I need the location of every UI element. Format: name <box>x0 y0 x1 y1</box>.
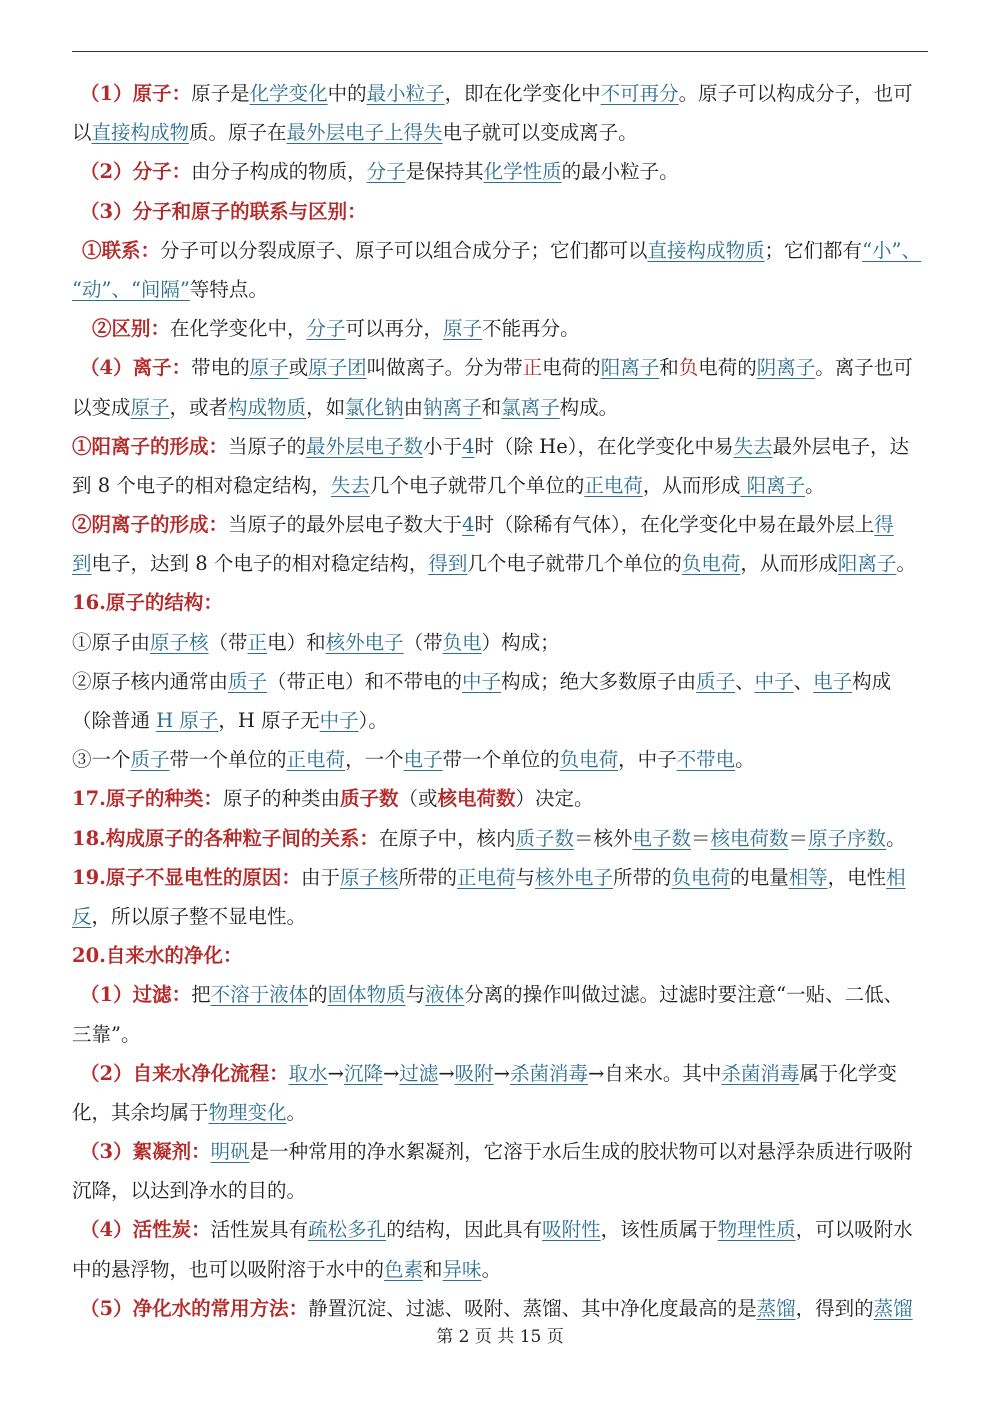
text-segment: → <box>493 1061 511 1085</box>
keyword-underlined: 物理变化 <box>208 1100 287 1124</box>
heading-label: ①联系： <box>82 238 161 262</box>
text-segment: 沉降，以达到净水的目的。 <box>72 1179 307 1203</box>
text-segment: 的结构，因此具有 <box>386 1218 543 1242</box>
keyword-underlined: 质子 <box>696 669 736 693</box>
text-segment: ＝ <box>691 826 711 850</box>
keyword-underlined: 核外电子 <box>325 630 404 654</box>
text-segment: ③一个 <box>72 748 131 772</box>
text-line <box>72 936 930 975</box>
keyword-underlined: 化学性质 <box>483 160 562 184</box>
text-segment: 由分子构成的物质， <box>191 160 367 184</box>
text-segment: 电子就可以变成离子。 <box>442 121 638 145</box>
text-line <box>72 662 930 701</box>
text-segment: 由 <box>403 395 424 419</box>
text-segment: ）。 <box>358 709 388 732</box>
keyword-underlined: 原子核 <box>150 630 209 654</box>
text-line <box>72 1054 930 1093</box>
text-segment: 的电量 <box>730 865 789 889</box>
text-segment: 可以再分， <box>345 317 444 341</box>
keyword-underlined: 分子 <box>366 160 406 184</box>
keyword-underlined: 阳离子 <box>837 552 897 576</box>
keyword-underlined: 原子序数 <box>808 826 887 850</box>
keyword-underlined: 阴离子 <box>756 356 816 380</box>
keyword-underlined: 不可再分 <box>600 82 679 105</box>
keyword-underlined: 原子核 <box>339 865 399 889</box>
text-line <box>72 192 930 231</box>
keyword-underlined: 钠离子 <box>423 395 482 419</box>
text-segment: 带一个单位的 <box>442 748 560 772</box>
text-segment: 由于 <box>300 865 340 889</box>
heading-label: （2）自来水净化流程： <box>80 1061 289 1085</box>
keyword-underlined: 中子 <box>319 709 359 732</box>
text-segment: 、 <box>735 669 755 693</box>
text-line <box>72 152 930 191</box>
heading-label: 19.原子不显电性的原因： <box>72 865 301 889</box>
text-segment: 、 <box>793 669 814 693</box>
keyword-underlined: 色素 <box>384 1257 424 1281</box>
text-segment: 三靠”。 <box>72 1022 141 1046</box>
text-segment: 电荷的 <box>698 356 757 380</box>
text-segment: 在原子中，核内 <box>378 826 516 850</box>
text-line <box>72 1015 930 1054</box>
keyword-underlined: 核电荷数 <box>710 826 789 850</box>
text-segment: → <box>327 1061 344 1085</box>
text-segment: 几个电子就带几个单位的 <box>467 552 682 576</box>
text-segment: 分离的操作叫做过滤。过滤时要注意“一贴、二低、 <box>464 983 904 1007</box>
keyword-underlined: 杀菌消毒 <box>510 1061 589 1085</box>
keyword-underlined: 质子 <box>130 748 170 772</box>
heading-label: 18.构成原子的各种粒子间的关系： <box>72 826 379 850</box>
keyword-underlined: 核外电子 <box>535 865 614 889</box>
heading-label: （2）分子： <box>80 160 192 184</box>
keyword-underlined: 相等 <box>788 865 828 889</box>
text-segment: ，如 <box>306 395 346 419</box>
keyword-underlined: 最外层电子上得失 <box>286 121 443 145</box>
text-line <box>72 623 930 662</box>
page-footer: 第 2 页 共 15 页 <box>436 1327 564 1347</box>
keyword-underlined: 原子 <box>249 356 289 380</box>
text-segment: 是一种常用的净水絮凝剂，它溶于水后生成的胶状物可以对悬浮杂质进行吸附 <box>249 1140 913 1164</box>
text-line <box>72 231 930 270</box>
text-segment: 构成 <box>852 669 892 693</box>
text-segment: 叫做离子。分为带 <box>366 356 523 380</box>
keyword-underlined: “动”、“间隔” <box>72 277 190 301</box>
keyword-underlined: 正 <box>247 630 268 654</box>
text-segment: 中的悬浮物，也可以吸附溶于水中的 <box>72 1257 385 1281</box>
text-segment: 。 <box>896 552 916 576</box>
text-segment: 是保持其 <box>405 160 484 184</box>
text-line <box>72 858 930 897</box>
text-segment: ；它们都有 <box>764 238 863 262</box>
keyword-underlined: 得到 <box>428 552 468 576</box>
text-segment: 。原子可以构成分子，也可 <box>678 82 913 105</box>
keyword-underlined: 4 <box>462 434 475 458</box>
text-line <box>72 74 930 113</box>
text-segment: 与 <box>405 983 426 1007</box>
text-segment: 。 <box>886 826 906 850</box>
keyword-underlined: 氯离子 <box>501 395 560 419</box>
text-segment: ，H 原子无 <box>218 709 320 732</box>
text-segment: 的最小粒子。 <box>561 160 679 184</box>
keyword-underlined: 分子 <box>306 317 346 341</box>
text-segment: （带正电）和不带电的 <box>267 669 463 693</box>
heading-label: 质子数 <box>339 787 399 811</box>
text-segment: （带 <box>208 630 248 654</box>
text-line <box>72 466 930 505</box>
keyword-underlined: 液体 <box>425 983 465 1007</box>
text-segment: ，即在化学变化中 <box>444 82 601 105</box>
keyword-underlined: 不带电 <box>676 748 736 772</box>
keyword-underlined: 构成物质 <box>228 395 307 419</box>
text-segment: 电）和 <box>267 630 326 654</box>
keyword-underlined: 杀菌消毒 <box>721 1061 800 1085</box>
keyword-underlined: 蒸馏 <box>873 1296 913 1320</box>
keyword-underlined: 相 <box>886 865 906 889</box>
heading-label: 核电荷数 <box>437 787 516 811</box>
text-segment: 质。原子在 <box>189 121 287 145</box>
keyword-underlined: 化学变化 <box>249 82 328 105</box>
text-line <box>72 1132 930 1171</box>
text-segment: 时（除 He），在化学变化中易 <box>474 434 734 458</box>
text-line <box>72 1093 930 1132</box>
keyword-underlined: 原子 <box>443 317 483 341</box>
text-segment: ）决定。 <box>515 787 594 811</box>
text-segment: 与 <box>515 865 536 889</box>
text-segment: 构成。 <box>559 395 619 419</box>
text-segment: 和 <box>659 356 679 380</box>
heading-label: ②阴离子的形成： <box>72 513 229 537</box>
text-segment: ②原子核内通常由 <box>72 669 229 693</box>
keyword-underlined: 电子数 <box>632 826 691 850</box>
text-segment: （除普通 <box>72 709 157 732</box>
keyword-underlined: 负电荷 <box>559 748 619 772</box>
text-segment: 以 <box>72 121 92 145</box>
text-line <box>72 779 930 818</box>
text-line <box>72 897 930 936</box>
keyword-underlined: 正电荷 <box>286 748 346 772</box>
text-segment: 和 <box>423 1257 443 1281</box>
keyword-underlined: 最小粒子 <box>366 82 445 105</box>
text-segment: → <box>382 1061 400 1085</box>
header-rule <box>72 51 928 52</box>
text-line <box>72 270 930 309</box>
keyword-underlined: 质子数 <box>515 826 574 850</box>
text-line <box>72 505 930 544</box>
text-segment: 带电的 <box>191 356 250 380</box>
keyword-underlined: 过滤 <box>399 1061 439 1085</box>
keyword-underlined: 固体物质 <box>327 983 406 1007</box>
text-segment: 化，其余均属于 <box>72 1100 209 1124</box>
heading-label: （3）絮凝剂： <box>80 1140 211 1164</box>
keyword-underlined: 负电 <box>442 630 482 654</box>
keyword-underlined: 直接构成物质 <box>647 238 765 262</box>
text-segment: 。 <box>735 748 755 772</box>
text-segment: ，或者 <box>169 395 229 419</box>
text-line <box>72 388 930 427</box>
text-segment: ，一个 <box>345 748 404 772</box>
text-segment: 电荷的 <box>542 356 601 380</box>
text-segment: 。离子也可 <box>815 356 913 380</box>
keyword-underlined: 负电荷 <box>681 552 741 576</box>
text-segment: 小于 <box>423 434 463 458</box>
heading-label: ①阳离子的形成： <box>72 434 229 458</box>
text-segment: 时（除稀有气体），在化学变化中易在最外层上 <box>474 513 875 537</box>
keyword-underlined: 疏松多孔 <box>308 1218 387 1242</box>
text-segment: ，可以吸附水 <box>795 1218 913 1242</box>
text-segment: （带 <box>403 630 443 654</box>
text-segment: 在化学变化中， <box>170 317 307 341</box>
keyword-underlined: 吸附性 <box>542 1218 601 1242</box>
text-segment: 。 <box>481 1257 502 1281</box>
text-segment: 电子，达到 8 个电子的相对稳定结构， <box>91 552 429 576</box>
text-line <box>72 544 930 583</box>
text-segment: 几个电子就带几个单位的 <box>369 473 585 497</box>
text-line <box>72 1210 930 1249</box>
keyword-underlined: 明矾 <box>210 1140 250 1164</box>
keyword-underlined: 中子 <box>462 669 502 693</box>
text-segment: （或 <box>398 787 438 811</box>
keyword-underlined: “小”、 <box>862 238 922 262</box>
heading-label: 17.原子的种类： <box>72 787 223 811</box>
keyword-underlined: 吸附 <box>454 1061 494 1085</box>
text-line <box>72 1171 930 1210</box>
text-segment: 中的 <box>327 82 367 105</box>
text-segment: 。 <box>286 1100 307 1124</box>
text-line <box>72 583 930 622</box>
heading-label: （1）过滤： <box>80 983 192 1007</box>
heading-label: 20.自来水的净化： <box>72 944 243 968</box>
text-segment: 最外层电子，达 <box>772 434 910 458</box>
heading-label: （4）活性炭： <box>80 1218 211 1242</box>
heading-label: （5）净化水的常用方法： <box>80 1296 309 1320</box>
keyword-underlined: 失去 <box>330 473 370 497</box>
keyword-underlined: 原子 <box>130 395 170 419</box>
keyword-underlined: 质子 <box>228 669 268 693</box>
text-segment: ，电性 <box>827 865 887 889</box>
keyword-underlined: 氯化钠 <box>345 395 404 419</box>
text-segment: ＝ <box>788 826 809 850</box>
text-line <box>72 427 930 466</box>
text-segment: 原子的种类由 <box>222 787 340 811</box>
keyword-underlined: 电子 <box>813 669 853 693</box>
keyword-underlined: 失去 <box>733 434 773 458</box>
text-line <box>72 701 930 740</box>
keyword-underlined: 蒸馏 <box>756 1296 796 1320</box>
text-line <box>72 975 930 1014</box>
text-line <box>72 740 930 779</box>
keyword-underlined: 正电荷 <box>456 865 516 889</box>
text-segment: ，从而形成 <box>642 473 741 497</box>
keyword-underlined: 4 <box>462 513 475 537</box>
text-segment: 当原子的最外层电子数大于 <box>228 513 463 537</box>
keyword-underlined: H 原子 <box>156 709 219 732</box>
text-segment: 负 <box>678 356 699 380</box>
keyword-underlined: 物理性质 <box>717 1218 796 1242</box>
text-segment: ，从而形成 <box>740 552 838 576</box>
keyword-underlined: 阳离子 <box>740 473 806 497</box>
text-segment: ，中子 <box>618 748 677 772</box>
text-line <box>72 819 930 858</box>
text-segment: 。 <box>805 473 825 497</box>
keyword-underlined: 正电荷 <box>584 473 643 497</box>
keyword-underlined: 异味 <box>442 1257 482 1281</box>
text-segment: 分子可以分裂成原子、原子可以组合成分子；它们都可以 <box>160 238 648 262</box>
text-line <box>72 348 930 387</box>
keyword-underlined: 到 <box>72 552 92 576</box>
text-segment: 和 <box>481 395 502 419</box>
text-segment: 的 <box>308 983 328 1007</box>
text-segment: 所带的 <box>613 865 672 889</box>
text-segment: 静置沉淀、过滤、吸附、蒸馏、其中净化度最高的是 <box>308 1296 757 1320</box>
text-line <box>72 1250 930 1289</box>
keyword-underlined: 反 <box>72 904 92 928</box>
keyword-underlined: 不溶于液体 <box>210 983 309 1007</box>
keyword-underlined: 阳离子 <box>600 356 660 380</box>
heading-label: 16.原子的结构： <box>72 591 223 615</box>
text-segment: →自来水。其中 <box>588 1061 722 1085</box>
text-segment: 当原子的 <box>228 434 307 458</box>
text-segment: 原子是 <box>191 82 250 105</box>
heading-label: ②区别： <box>92 317 171 341</box>
text-segment: 把 <box>191 983 211 1007</box>
text-segment: 活性炭具有 <box>210 1218 309 1242</box>
text-segment: 或 <box>288 356 309 380</box>
text-segment: 正 <box>522 356 543 380</box>
keyword-underlined: 取水 <box>288 1061 328 1085</box>
keyword-underlined: 电子 <box>403 748 443 772</box>
text-segment: 到 8 个电子的相对稳定结构， <box>72 473 331 497</box>
keyword-underlined: 沉降 <box>343 1061 383 1085</box>
text-segment: 属于化学变 <box>799 1061 897 1085</box>
heading-label: （4）离子： <box>80 356 192 380</box>
text-segment: 以变成 <box>72 395 131 419</box>
keyword-underlined: 最外层电子数 <box>306 434 424 458</box>
text-segment: → <box>438 1061 455 1085</box>
text-line <box>72 113 930 152</box>
heading-label: （1）原子： <box>80 82 192 105</box>
text-segment: 带一个单位的 <box>169 748 287 772</box>
keyword-underlined: 原子团 <box>308 356 367 380</box>
text-segment: 构成；绝大多数原子由 <box>501 669 697 693</box>
keyword-underlined: 直接构成物 <box>91 121 190 145</box>
keyword-underlined: 中子 <box>754 669 794 693</box>
text-segment: ，该性质属于 <box>600 1218 718 1242</box>
text-segment: ）构成； <box>481 630 560 654</box>
heading-label: （3）分子和原子的联系与区别： <box>80 199 367 223</box>
text-segment: 等特点。 <box>189 277 268 301</box>
text-line <box>72 309 930 348</box>
keyword-underlined: 得 <box>874 513 894 537</box>
text-segment: 不能再分。 <box>482 317 580 341</box>
text-segment: ＝核外 <box>573 826 633 850</box>
document-body <box>72 74 930 1328</box>
keyword-underlined: 负电荷 <box>671 865 731 889</box>
text-segment: ①原子由 <box>72 630 151 654</box>
text-segment: ，得到的 <box>795 1296 874 1320</box>
text-segment: ，所以原子整不显电性。 <box>91 904 307 928</box>
text-segment: 所带的 <box>398 865 457 889</box>
